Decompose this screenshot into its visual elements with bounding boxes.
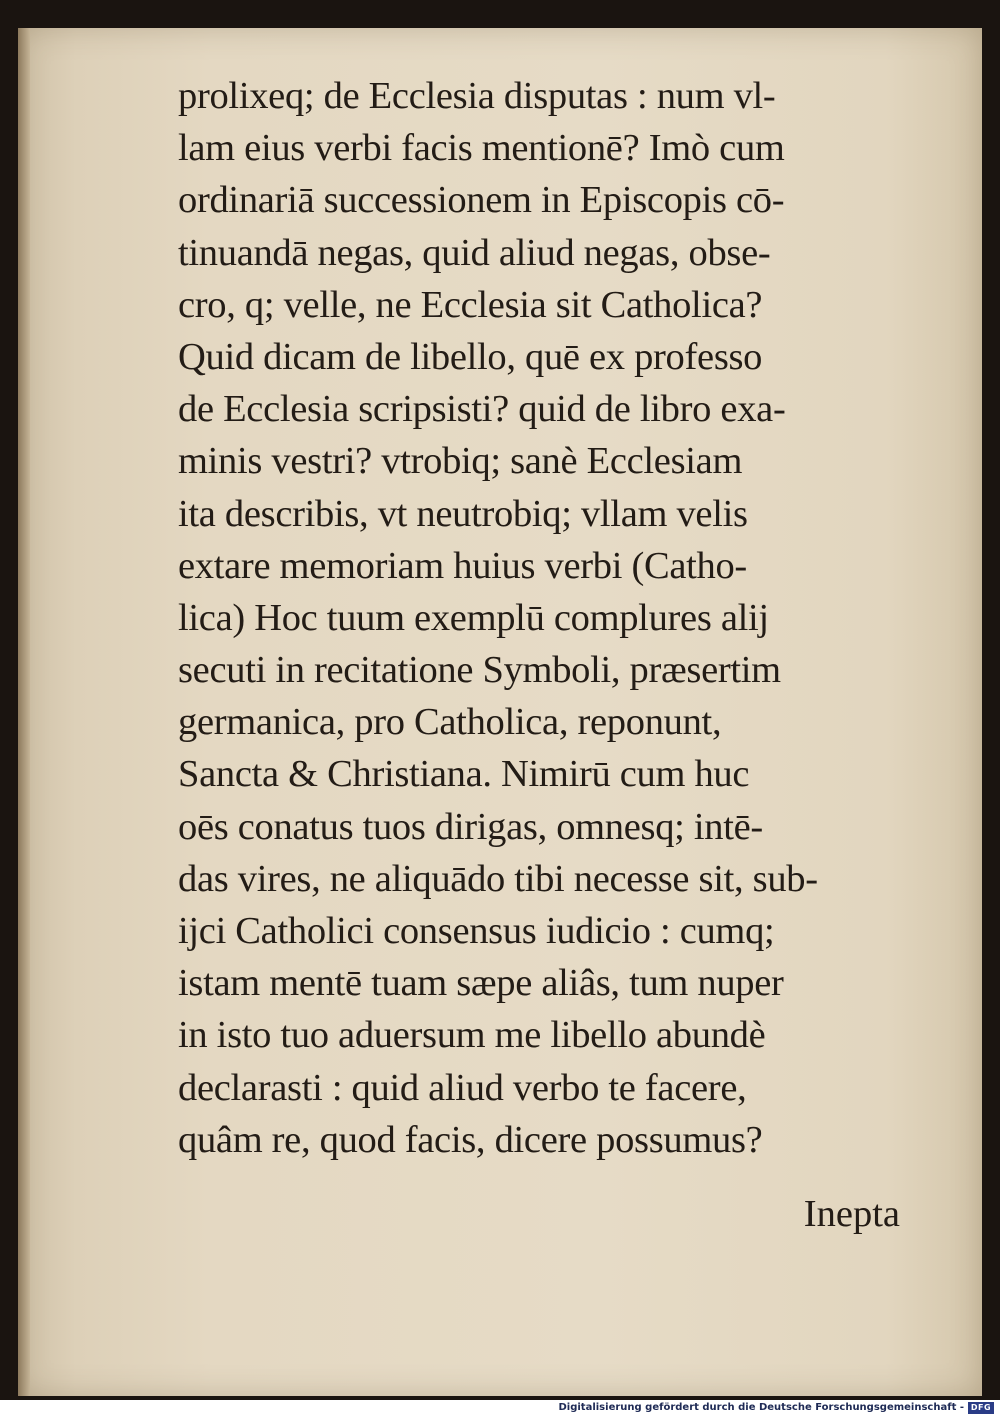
text-line: germanica, pro Catholica, reponunt, — [178, 701, 722, 744]
text-line: istam mentē tuam sæpe aliâs, tum nuper — [178, 962, 784, 1005]
text-line: Sancta & Christiana. Nimirū cum huc — [178, 753, 750, 796]
digitization-credit: Digitalisierung gefördert durch die Deutsche Forschungsgemeinschaft - — [558, 1402, 964, 1413]
text-line: extare memoriam huius verbi (Catho- — [178, 544, 747, 587]
text-line: das vires, ne aliquādo tibi necesse sit, sub- — [178, 857, 818, 900]
text-line: minis vestri? vtrobiq; sanè Ecclesiam — [178, 440, 743, 483]
dfg-logo-icon: DFG — [968, 1402, 994, 1414]
text-line: cro, q; velle, ne Ecclesia sit Catholica? — [178, 283, 763, 326]
text-line: tinuandā negas, quid aliud negas, obse- — [178, 231, 771, 274]
text-line: declarasti : quid aliud verbo te facere, — [178, 1066, 747, 1109]
text-line: ijci Catholici consensus iudicio : cumq; — [178, 910, 775, 952]
text-line: secuti in recitatione Symboli, præsertim — [178, 649, 781, 692]
text-line: ita describis, vt neutrobiq; vllam velis — [178, 492, 748, 535]
catchword: Inepta — [803, 1193, 900, 1235]
page-text-block — [178, 70, 898, 1166]
text-line: ordinariā successionem in Episcopis cō- — [178, 179, 785, 222]
text-line: in isto tuo aduersum me libello abundè — [178, 1014, 766, 1057]
text-line: quâm re, quod facis, dicere possumus? — [178, 1118, 763, 1161]
text-line: prolixeq; de Ecclesia disputas : num vl- — [178, 75, 776, 117]
text-line: lica) Hoc tuum exemplū complures alij — [178, 596, 769, 639]
text-line: oēs conatus tuos dirigas, omnesq; intē- — [178, 805, 763, 848]
text-line: Quid dicam de libello, quē ex professo — [178, 335, 763, 378]
text-line: de Ecclesia scripsisti? quid de libro exa- — [178, 388, 786, 431]
text-line: lam eius verbi facis mentionē? Imò cum — [178, 127, 785, 170]
page-binding-edge — [18, 28, 30, 1396]
